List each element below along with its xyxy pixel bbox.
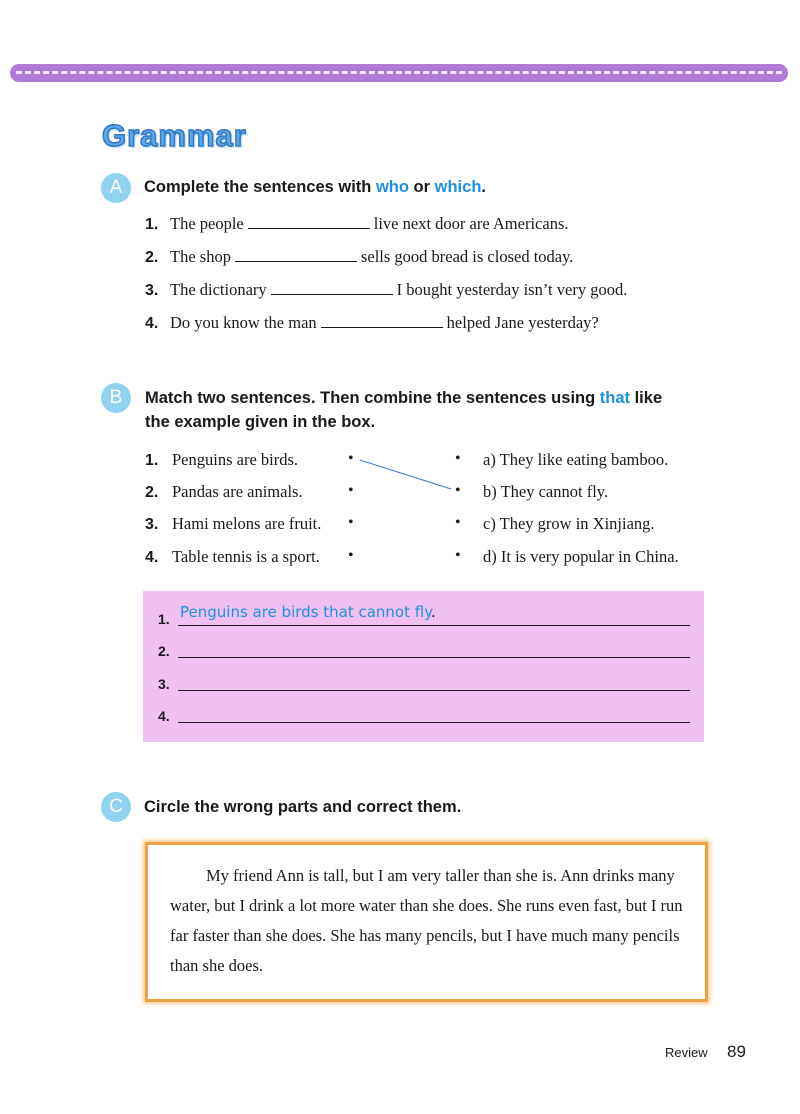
match-dot-right[interactable]: •: [455, 547, 461, 564]
section-title: Grammar: [102, 118, 247, 153]
match-left-sentence: Pandas are animals.: [172, 482, 303, 501]
match-left-number: 2.: [145, 484, 159, 501]
answer-line[interactable]: [178, 690, 690, 691]
part-a-item-number: 2.: [145, 249, 159, 266]
match-dot-left[interactable]: •: [348, 450, 354, 467]
part-a-item: The shop sells good bread is closed today.: [170, 247, 574, 266]
keyword-that: that: [599, 389, 631, 407]
part-a-item: Do you know the man helped Jane yesterday?: [170, 313, 599, 332]
keyword-which: which: [434, 178, 482, 196]
answer-line-number: 1.: [158, 611, 170, 627]
match-dot-left[interactable]: •: [348, 514, 354, 531]
part-b-instruction: Match two sentences. Then combine the sentences using that like the example given in the box.: [145, 389, 663, 431]
error-paragraph: My friend Ann is tall, but I am very taller than she is. Ann drinks many water, but I drink a lot more water than she does. She runs even fast, but I run far faster than she does. She has many pencils, but I have much many pencils than she does.: [170, 866, 683, 975]
part-a-item-number: 4.: [145, 315, 159, 332]
part-a-item-number: 3.: [145, 282, 159, 299]
part-a-item-number: 1.: [145, 216, 159, 233]
match-left-number: 1.: [145, 452, 159, 469]
part-c-badge: C: [101, 792, 131, 822]
answer-line-number: 2.: [158, 643, 170, 659]
answer-line-number: 3.: [158, 676, 170, 692]
page-number: 89: [727, 1042, 746, 1061]
match-left-sentence: Penguins are birds.: [172, 450, 299, 469]
match-dot-left[interactable]: •: [348, 547, 354, 564]
match-dot-right[interactable]: •: [455, 514, 461, 531]
match-left-sentence: Table tennis is a sport.: [172, 547, 320, 566]
answer-line[interactable]: [178, 722, 690, 723]
match-right-sentence: d) It is very popular in China.: [483, 547, 679, 566]
part-c-instruction: Circle the wrong parts and correct them.: [144, 798, 462, 816]
keyword-who: who: [375, 178, 409, 196]
example-answer: Penguins are birds that cannot fly.: [180, 603, 436, 621]
match-dot-left[interactable]: •: [348, 482, 354, 499]
match-dot-right[interactable]: •: [455, 450, 461, 467]
part-a-badge: A: [101, 173, 131, 203]
part-a-item: The people live next door are Americans.: [170, 214, 569, 233]
match-left-number: 4.: [145, 549, 159, 566]
answer-line-number: 4.: [158, 708, 170, 724]
match-left-sentence: Hami melons are fruit.: [172, 514, 322, 533]
match-right-sentence: a) They like eating bamboo.: [483, 450, 669, 469]
part-a-instruction: Complete the sentences with who or which.: [144, 178, 486, 196]
part-b-badge: B: [101, 383, 131, 413]
footer-section-label: Review: [665, 1045, 708, 1060]
part-a-item: The dictionary I bought yesterday isn’t very good.: [170, 280, 628, 299]
match-right-sentence: c) They grow in Xinjiang.: [483, 514, 655, 533]
match-dot-right[interactable]: •: [455, 482, 461, 499]
answer-line[interactable]: [178, 625, 690, 626]
paragraph-box: [145, 842, 708, 1002]
match-right-sentence: b) They cannot fly.: [483, 482, 609, 501]
match-left-number: 3.: [145, 516, 159, 533]
answer-line[interactable]: [178, 657, 690, 658]
